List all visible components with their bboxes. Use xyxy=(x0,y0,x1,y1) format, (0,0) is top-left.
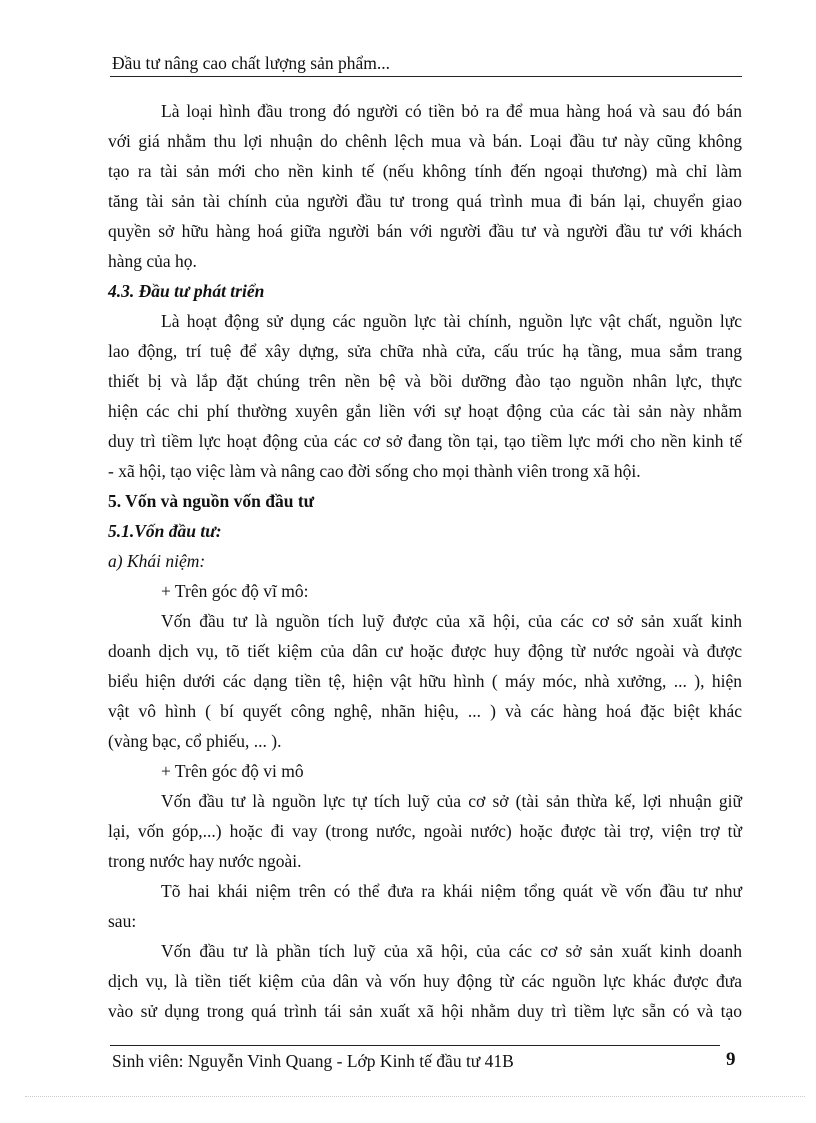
paragraph-line: Là hoạt động sử dụng các nguồn lực tài chính, nguồn lực vật chất, nguồn lực xyxy=(161,311,742,331)
paragraph-line: trong nước hay nước ngoài. xyxy=(108,851,302,871)
subheading-khai-niem: a) Khái niệm: xyxy=(108,551,206,571)
paragraph-line: tạo ra tài sản mới cho nền kinh tế (nếu không tính đến ngoại thương) mà chỉ làm xyxy=(108,161,742,181)
paragraph-line: với giá nhằm thu lợi nhuận do chênh lệch mua và bán. Loại đầu tư này cũng không xyxy=(108,131,742,151)
paragraph-line: hàng của họ. xyxy=(108,251,197,271)
paragraph-line: hiện các chi phí thường xuyên gắn liền với sự hoạt động của các tài sản này nhằm xyxy=(108,401,742,421)
paragraph-line: lao động, trí tuệ để xây dựng, sửa chữa nhà cửa, cấu trúc hạ tầng, mua sắm trang xyxy=(108,341,742,361)
page-boundary-line xyxy=(25,1096,805,1097)
paragraph-line: lại, vốn góp,...) hoặc đi vay (trong nước, ngoài nước) hoặc được tài trợ, viện trợ từ xyxy=(108,821,742,841)
paragraph-line: Là loại hình đầu trong đó người có tiền bỏ ra để mua hàng hoá và sau đó bán xyxy=(161,101,742,121)
paragraph-line: vật vô hình ( bí quyết công nghệ, nhãn hiệu, ... ) và các hàng hoá đặc biệt khác xyxy=(108,701,742,721)
section-heading-5-1: 5.1.Vốn đầu tư: xyxy=(108,521,222,541)
section-heading-5: 5. Vốn và nguồn vốn đầu tư xyxy=(108,491,315,511)
paragraph-line: vào sử dụng trong quá trình tái sản xuất xã hội nhằm duy trì tiềm lực sẵn có và tạo xyxy=(108,1001,742,1021)
paragraph-line: tăng tài sản tài chính của người đầu tư trong quá trình mua đi bán lại, chuyển giao xyxy=(108,191,742,211)
paragraph-line: dịch vụ, là tiền tiết kiệm của dân và vốn huy động từ các nguồn lực khác được đưa xyxy=(108,971,742,991)
paragraph-line: sau: xyxy=(108,911,137,931)
paragraph-line: - xã hội, tạo việc làm và nâng cao đời sống cho mọi thành viên trong xã hội. xyxy=(108,461,641,481)
section-heading-4-3: 4.3. Đầu tư phát triển xyxy=(108,281,265,301)
running-header: Đầu tư nâng cao chất lượng sản phẩm... xyxy=(112,53,391,73)
paragraph-line: (vàng bạc, cổ phiếu, ... ). xyxy=(108,731,282,751)
paragraph-line: + Trên góc độ vĩ mô: xyxy=(161,581,309,601)
paragraph-line: Vốn đầu tư là phần tích luỹ của xã hội, của các cơ sở sản xuất kinh doanh xyxy=(161,941,742,961)
paragraph-line: doanh dịch vụ, tõ tiết kiệm của dân cư hoặc được huy động từ nước ngoài và được xyxy=(108,641,742,661)
paragraph-line: Tõ hai khái niệm trên có thể đưa ra khái niệm tổng quát về vốn đầu tư như xyxy=(161,881,742,901)
paragraph-line: Vốn đầu tư là nguồn tích luỹ được của xã hội, của các cơ sở sản xuất kinh xyxy=(161,611,742,631)
footer-rule xyxy=(110,1045,720,1046)
paragraph-line: + Trên góc độ vi mô xyxy=(161,761,304,781)
paragraph-line: Vốn đầu tư là nguồn lực tự tích luỹ của cơ sở (tài sản thừa kế, lợi nhuận giữ xyxy=(161,791,742,811)
running-footer: Sinh viên: Nguyễn Vinh Quang - Lớp Kinh tế đầu tư 41B xyxy=(112,1051,514,1071)
paragraph-line: quyền sở hữu hàng hoá giữa người bán với người đầu tư và người đầu tư với khách xyxy=(108,221,742,241)
paragraph-line: duy trì tiềm lực hoạt động của các cơ sở đang tồn tại, tạo tiềm lực mới cho nền kinh tế xyxy=(108,431,742,451)
header-rule xyxy=(110,76,742,77)
paragraph-line: thiết bị và lắp đặt chúng trên nền bệ và bồi dưỡng đào tạo nguồn nhân lực, thực xyxy=(108,371,742,391)
page-number: 9 xyxy=(726,1049,736,1070)
paragraph-line: biểu hiện dưới các dạng tiền tệ, hiện vật hữu hình ( máy móc, nhà xưởng, ... ), hiện xyxy=(108,671,742,691)
